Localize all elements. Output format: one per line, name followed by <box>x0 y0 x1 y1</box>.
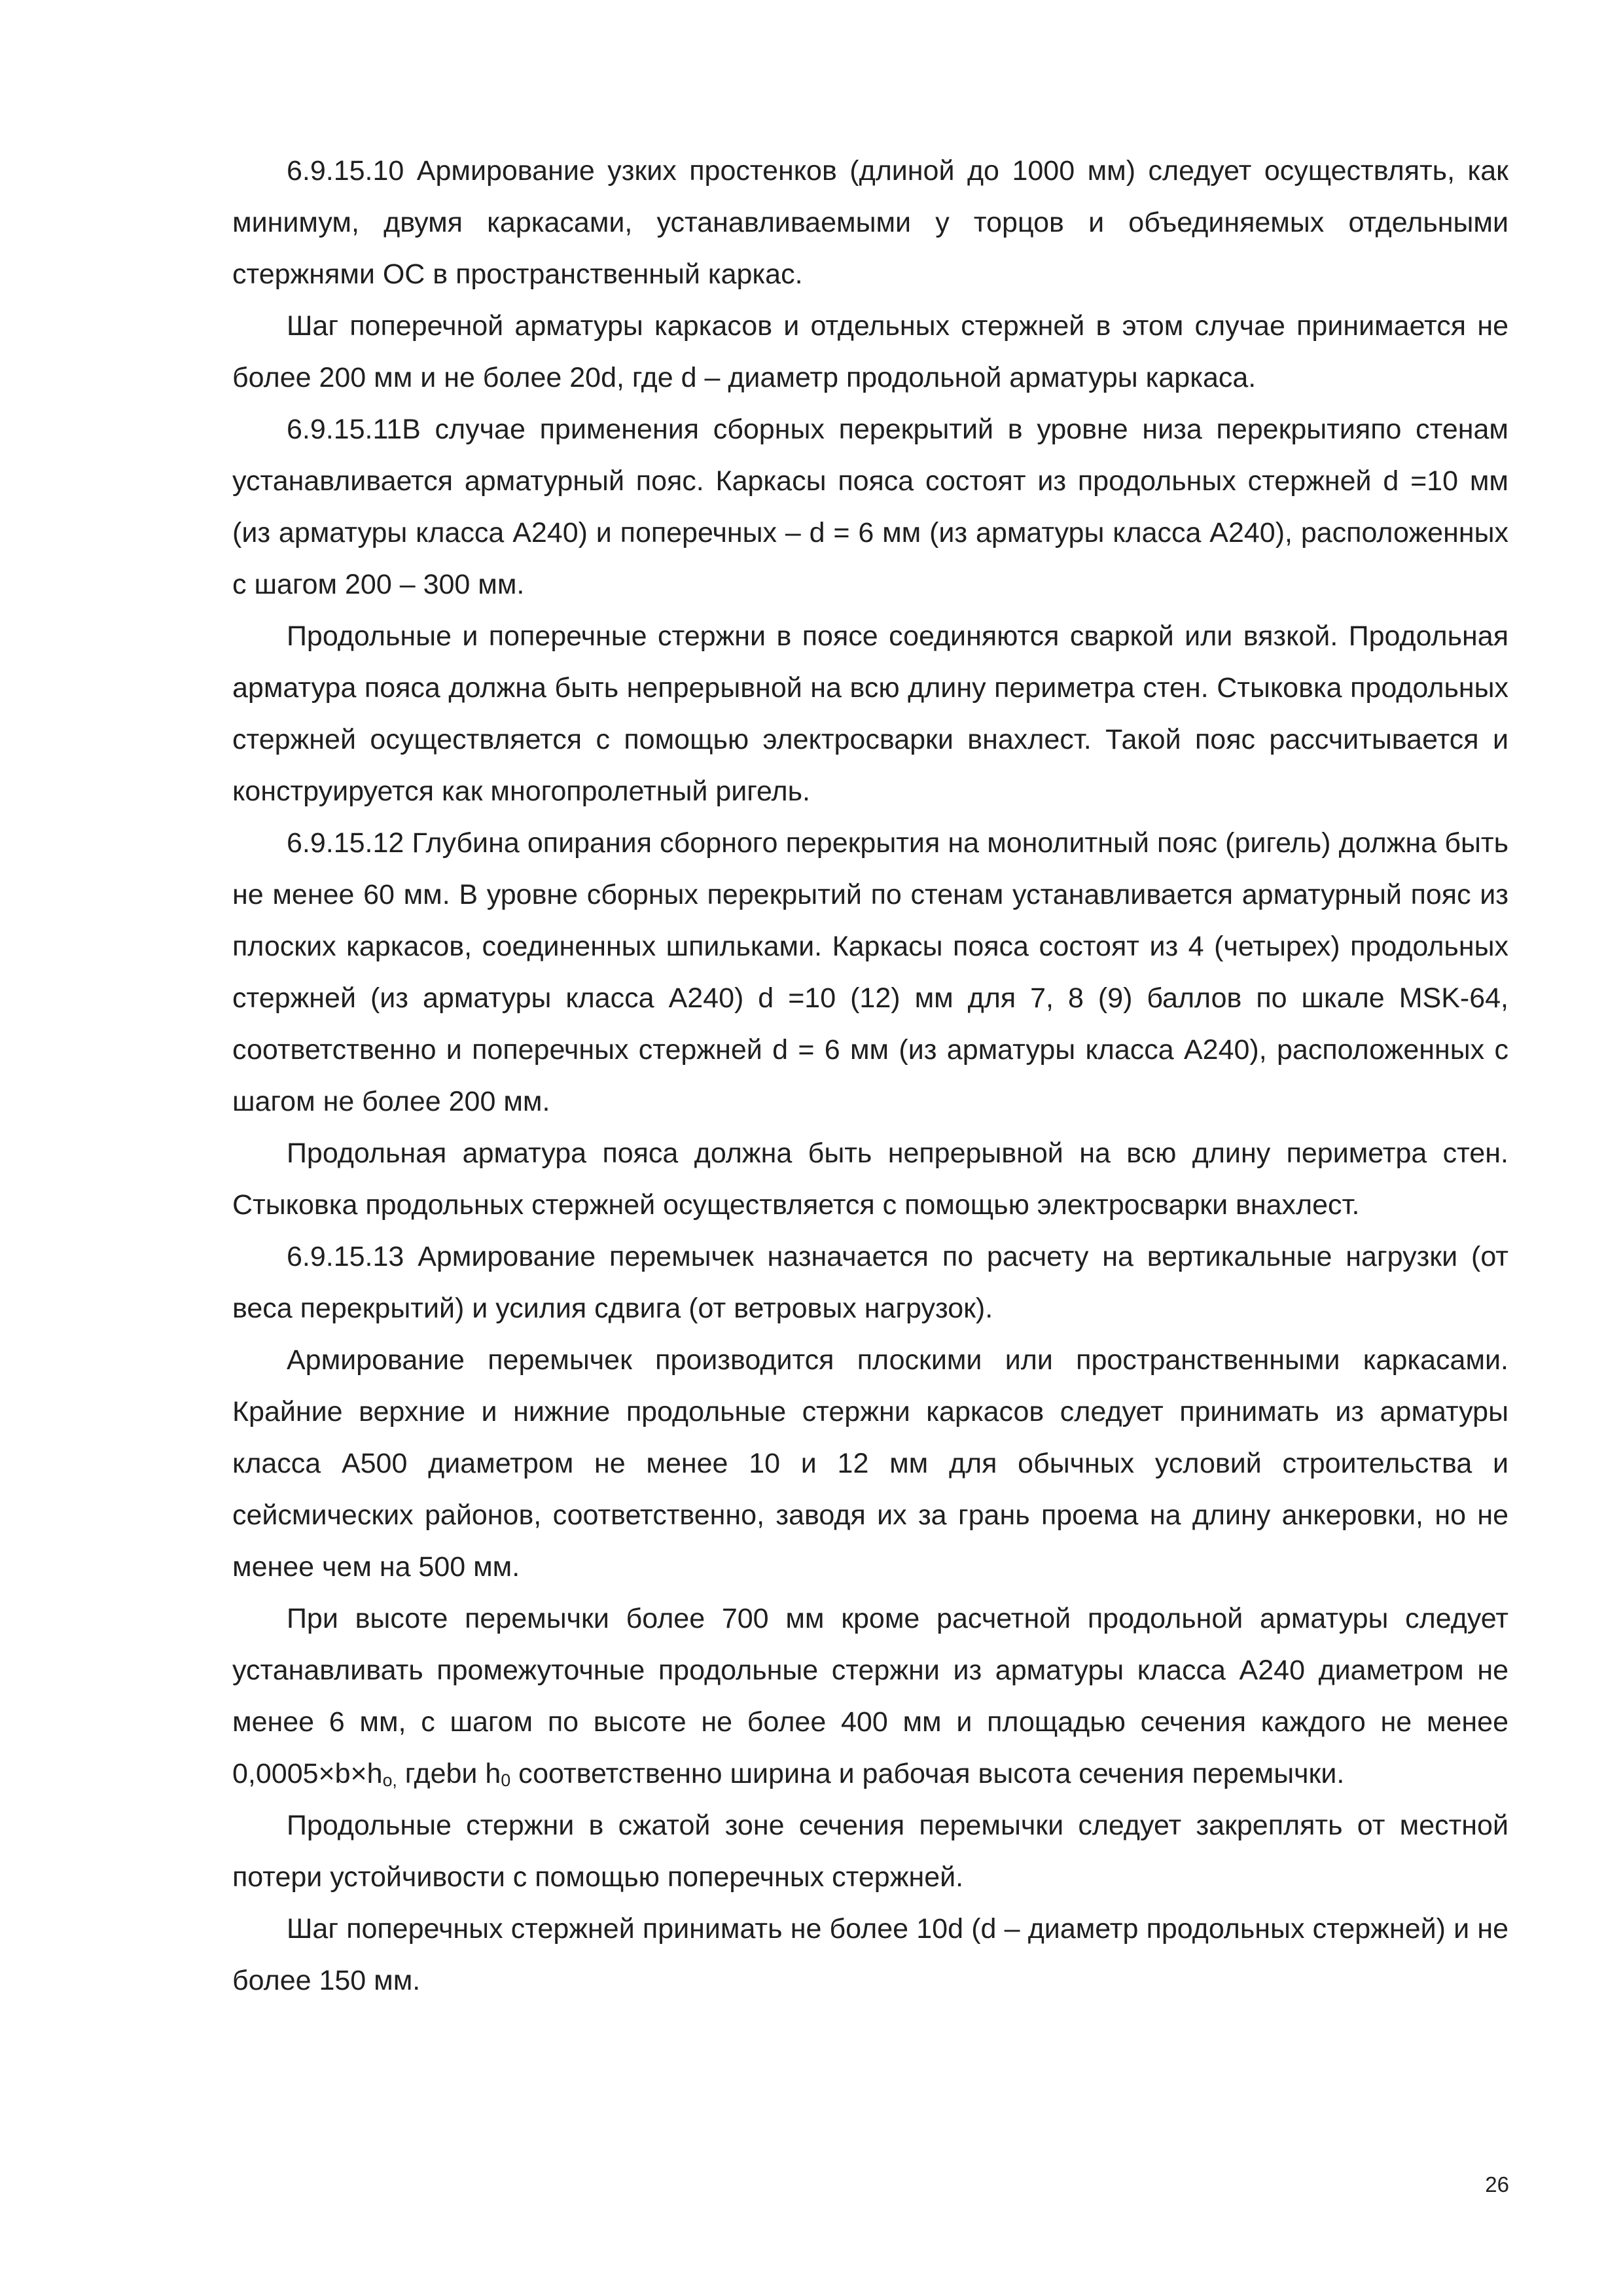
paragraph-6-9-15-12: 6.9.15.12 Глубина опирания сборного перекрытия на монолитный пояс (ригель) должна быть не менее 60 мм. В уровне сборных перекрытий по стенам устанавливается арматурный пояс из плоских каркасов, соединенных шпильками. Каркасы пояса состоят из 4 (четырех) продольных стержней (из арматуры класса А240) d =10 (12) мм для 7, 8 (9) баллов по шкале MSK-64, соответственно и поперечных стержней d = 6 мм (из арматуры класса А240), расположенных с шагом не более 200 мм. <box>232 827 1508 1117</box>
paragraph-belt-continuity: Продольная арматура пояса должна быть непрерывной на всю длину периметра стен. Стыковка продольных стержней осуществляется с помощью электросварки внахлест. <box>232 1138 1508 1221</box>
page-body <box>232 145 1508 2007</box>
paragraph-intermediate-bars <box>232 1593 1508 1800</box>
paragraph-6-9-15-13: 6.9.15.13 Армирование перемычек назначается по расчету на вертикальные нагрузки (от веса перекрытий) и усилия сдвига (от ветровых нагрузок). <box>232 1241 1508 1324</box>
page-number: 26 <box>1485 2172 1509 2197</box>
paragraph-lintel-reinforcement: Армирование перемычек производится плоскими или пространственными каркасами. Крайние верхние и нижние продольные стержни каркасов следует принимать из арматуры класса А500 диаметром не менее 10 и 12 мм для обычных условий строительства и сейсмических районов, соответственно, заводя их за грань проема на длину анкеровки, но не менее чем на 500 мм. <box>232 1344 1508 1583</box>
paragraph-6-9-15-11: 6.9.15.11В случае применения сборных перекрытий в уровне низа перекрытияпо стенам устанавливается арматурный пояс. Каркасы пояса состоят из продольных стержней d =10 мм (из арматуры класса А240) и поперечных – d = 6 мм (из арматуры класса А240), расположенных с шагом 200 – 300 мм. <box>232 414 1508 600</box>
formula-text-part2: гдеbи h <box>397 1758 501 1789</box>
paragraph-step-transverse: Шаг поперечной арматуры каркасов и отдельных стержней в этом случае принимается не более 200 мм и не более 20d, где d – диаметр продольной арматуры каркаса. <box>232 310 1508 393</box>
formula-text-part1: При высоте перемычки более 700 мм кроме расчетной продольной арматуры следует устанавливать промежуточные продольные стержни из арматуры класса А240 диаметром не менее 6 мм, с шагом по высоте не более 400 мм и площадью сечения каждого не менее 0,0005×b×h <box>232 1603 1508 1789</box>
paragraph-compressed-zone: Продольные стержни в сжатой зоне сечения перемычки следует закреплять от местной потери устойчивости с помощью поперечных стержней. <box>232 1810 1508 1893</box>
paragraph-transverse-step: Шаг поперечных стержней принимать не более 10d (d – диаметр продольных стержней) и не более 150 мм. <box>232 1913 1508 1996</box>
paragraph-belt-connection: Продольные и поперечные стержни в поясе соединяются сваркой или вязкой. Продольная арматура пояса должна быть непрерывной на всю длину периметра стен. Стыковка продольных стержней осуществляется с помощью электросварки внахлест. Такой пояс рассчитывается и конструируется как многопролетный ригель. <box>232 620 1508 807</box>
formula-text-part3: соответственно ширина и рабочая высота сечения перемычки. <box>510 1758 1345 1789</box>
formula-subscript-o: o, <box>382 1770 397 1790</box>
paragraph-6-9-15-10: 6.9.15.10 Армирование узких простенков (длиной до 1000 мм) следует осуществлять, как минимум, двумя каркасами, устанавливаемыми у торцов и объединяемых отдельными стержнями ОС в пространственный каркас. <box>232 155 1508 290</box>
formula-subscript-0: 0 <box>501 1770 511 1790</box>
